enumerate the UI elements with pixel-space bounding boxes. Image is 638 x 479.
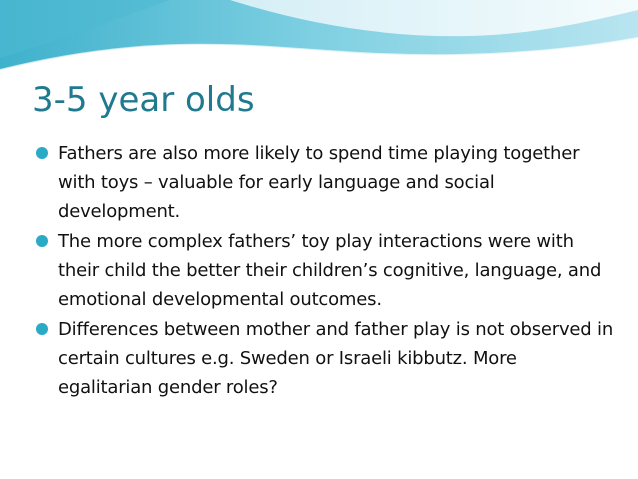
bullet-text: Fathers are also more likely to spend time playing together with toys – valuable for early language and social development. <box>58 143 580 222</box>
header-wave-decoration <box>0 0 638 80</box>
bullet-dot-icon <box>36 323 48 335</box>
bullet-item <box>34 227 614 314</box>
bullet-text: Differences between mother and father play is not observed in certain cultures e.g. Sweden or Israeli kibbutz. More egalitarian gender roles? <box>58 319 614 398</box>
bullet-list <box>34 139 614 403</box>
bullet-item <box>34 315 614 402</box>
bullet-item <box>34 139 614 226</box>
bullet-text: The more complex fathers’ toy play interactions were with their child the better their children’s cognitive, language, and emotional developmental outcomes. <box>58 231 602 310</box>
bullet-dot-icon <box>36 147 48 159</box>
slide-title: 3-5 year olds <box>32 80 255 120</box>
bullet-dot-icon <box>36 235 48 247</box>
